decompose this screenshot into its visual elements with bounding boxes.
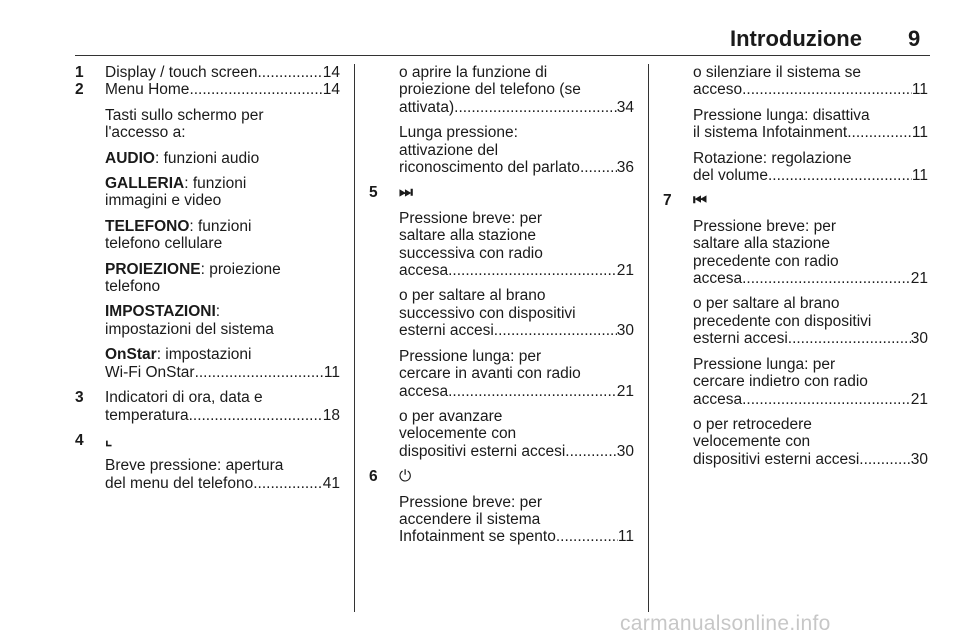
toc-line: del menu del telefono ..... 41 xyxy=(105,475,340,492)
continued-block-2: Lunga pressione: attivazione del riconoscimento del parlato ..... 36 xyxy=(369,124,634,176)
entry-number: 5 xyxy=(369,184,378,202)
toc-line: accesa ..... 21 xyxy=(693,270,928,287)
page-number: 9 xyxy=(908,26,921,51)
item-onstar: OnStar: impostazioni Wi-Fi OnStar ..... 11 xyxy=(105,346,340,381)
power-icon: ⏻ xyxy=(399,468,412,486)
column-divider-2 xyxy=(648,64,649,612)
toc-line: attivata) ..... 34 xyxy=(399,99,634,116)
entry-4 xyxy=(75,432,340,492)
item-telefono: TELEFONO: funzioni telefono cellulare xyxy=(105,217,252,253)
entry-7: 7 ⏮ Pressione breve: per saltare alla stazione precedente con radio accesa ..... 21 o per saltare al brano precedente con dispositivi esterni accesi ..... 30 Pressione lunga: per cercare indietro con radio accesa ..... 21 o per retrocedere velocemente con dispositivi esterni accesi ..... 30 xyxy=(663,192,928,468)
item-audio: AUDIO: funzioni audio xyxy=(105,149,260,167)
toc-line: riconoscimento del parlato ..... 36 xyxy=(399,159,634,176)
item-impostazioni: IMPOSTAZIONI: impostazioni del sistema xyxy=(105,303,274,338)
toc-line: Wi-Fi OnStar ..... 11 xyxy=(105,364,340,381)
entry-number: 2 xyxy=(75,81,84,99)
toc-text: Display / touch screen xyxy=(105,64,258,81)
entry-number: 3 xyxy=(75,389,84,407)
entry-number: 1 xyxy=(75,64,84,81)
header-rule xyxy=(75,55,930,56)
entry-2 xyxy=(75,81,340,381)
entry-6: 6 ⏻ Pressione breve: per accendere il sistema Infotainment se spento ..... 11 xyxy=(369,468,634,546)
toc-line: esterni accesi ..... 30 xyxy=(399,322,634,339)
column-1 xyxy=(75,64,340,492)
toc-page: 14 xyxy=(322,81,340,99)
toc-line xyxy=(105,81,340,98)
toc-line: temperatura ..... 18 xyxy=(105,407,340,424)
phone-icon: ⌞ xyxy=(105,431,113,449)
toc-line: il sistema Infotainment ..... 11 xyxy=(693,124,928,141)
toc-page: 14 xyxy=(322,64,340,81)
item-galleria: GALLERIA: funzioni immagini e video xyxy=(105,175,247,210)
toc-line: esterni accesi ..... 30 xyxy=(693,330,928,347)
toc-text: Menu Home xyxy=(105,81,190,99)
entry-number: 7 xyxy=(663,192,672,210)
leader-dots xyxy=(258,64,323,81)
column-2 xyxy=(369,64,634,546)
toc-text: Breve pressione: apertura xyxy=(105,457,284,475)
toc-line: Infotainment se spento ..... 11 xyxy=(399,528,634,545)
watermark: carmanualsonline.info xyxy=(620,612,831,635)
toc-line: accesa ..... 21 xyxy=(399,383,634,400)
column-3 xyxy=(663,64,928,476)
continued-block-1: o silenziare il sistema se acceso ..... 11 xyxy=(663,64,928,99)
entry-number: 6 xyxy=(369,468,378,486)
item-proiezione: PROIEZIONE: proiezione telefono xyxy=(105,260,281,296)
toc-line: dispositivi esterni accesi ..... 30 xyxy=(693,451,928,468)
intro-text: Tasti sullo schermo per l'accesso a: xyxy=(105,106,264,142)
leader-dots xyxy=(189,81,322,98)
continued-block-3: Rotazione: regolazione del volume ..... 11 xyxy=(663,150,928,185)
toc-line xyxy=(105,64,340,81)
toc-line: acceso ..... 11 xyxy=(693,81,928,98)
entry-3 xyxy=(75,389,340,424)
toc-line: accesa ..... 21 xyxy=(693,391,928,408)
toc-text: Indicatori di ora, data e xyxy=(105,389,263,407)
continued-block-2: Pressione lunga: disattiva il sistema Infotainment ..... 11 xyxy=(663,107,928,142)
entry-1 xyxy=(75,64,340,81)
toc-line: dispositivi esterni accesi ..... 30 xyxy=(399,443,634,460)
toc-line: del volume ..... 11 xyxy=(693,167,928,184)
entry-number: 4 xyxy=(75,431,84,449)
entry-5: 5 ⏭ Pressione breve: per saltare alla stazione successiva con radio accesa ..... 21 o per saltare al brano successivo con dispositivi esterni accesi ..... 30 Pressione lunga: per cercare in avanti con radio accesa ..... 21 o per avanzare velocemente con dispositivi esterni accesi ..... 30 xyxy=(369,184,634,460)
toc-line: accesa ..... 21 xyxy=(399,262,634,279)
column-divider-1 xyxy=(354,64,355,612)
continued-block-1: o aprire la funzione di proiezione del telefono (se attivata) ..... 34 xyxy=(369,64,634,116)
page-header-title: Introduzione xyxy=(730,26,862,51)
skip-forward-icon: ⏭ xyxy=(399,184,413,202)
skip-back-icon: ⏮ xyxy=(693,192,707,210)
